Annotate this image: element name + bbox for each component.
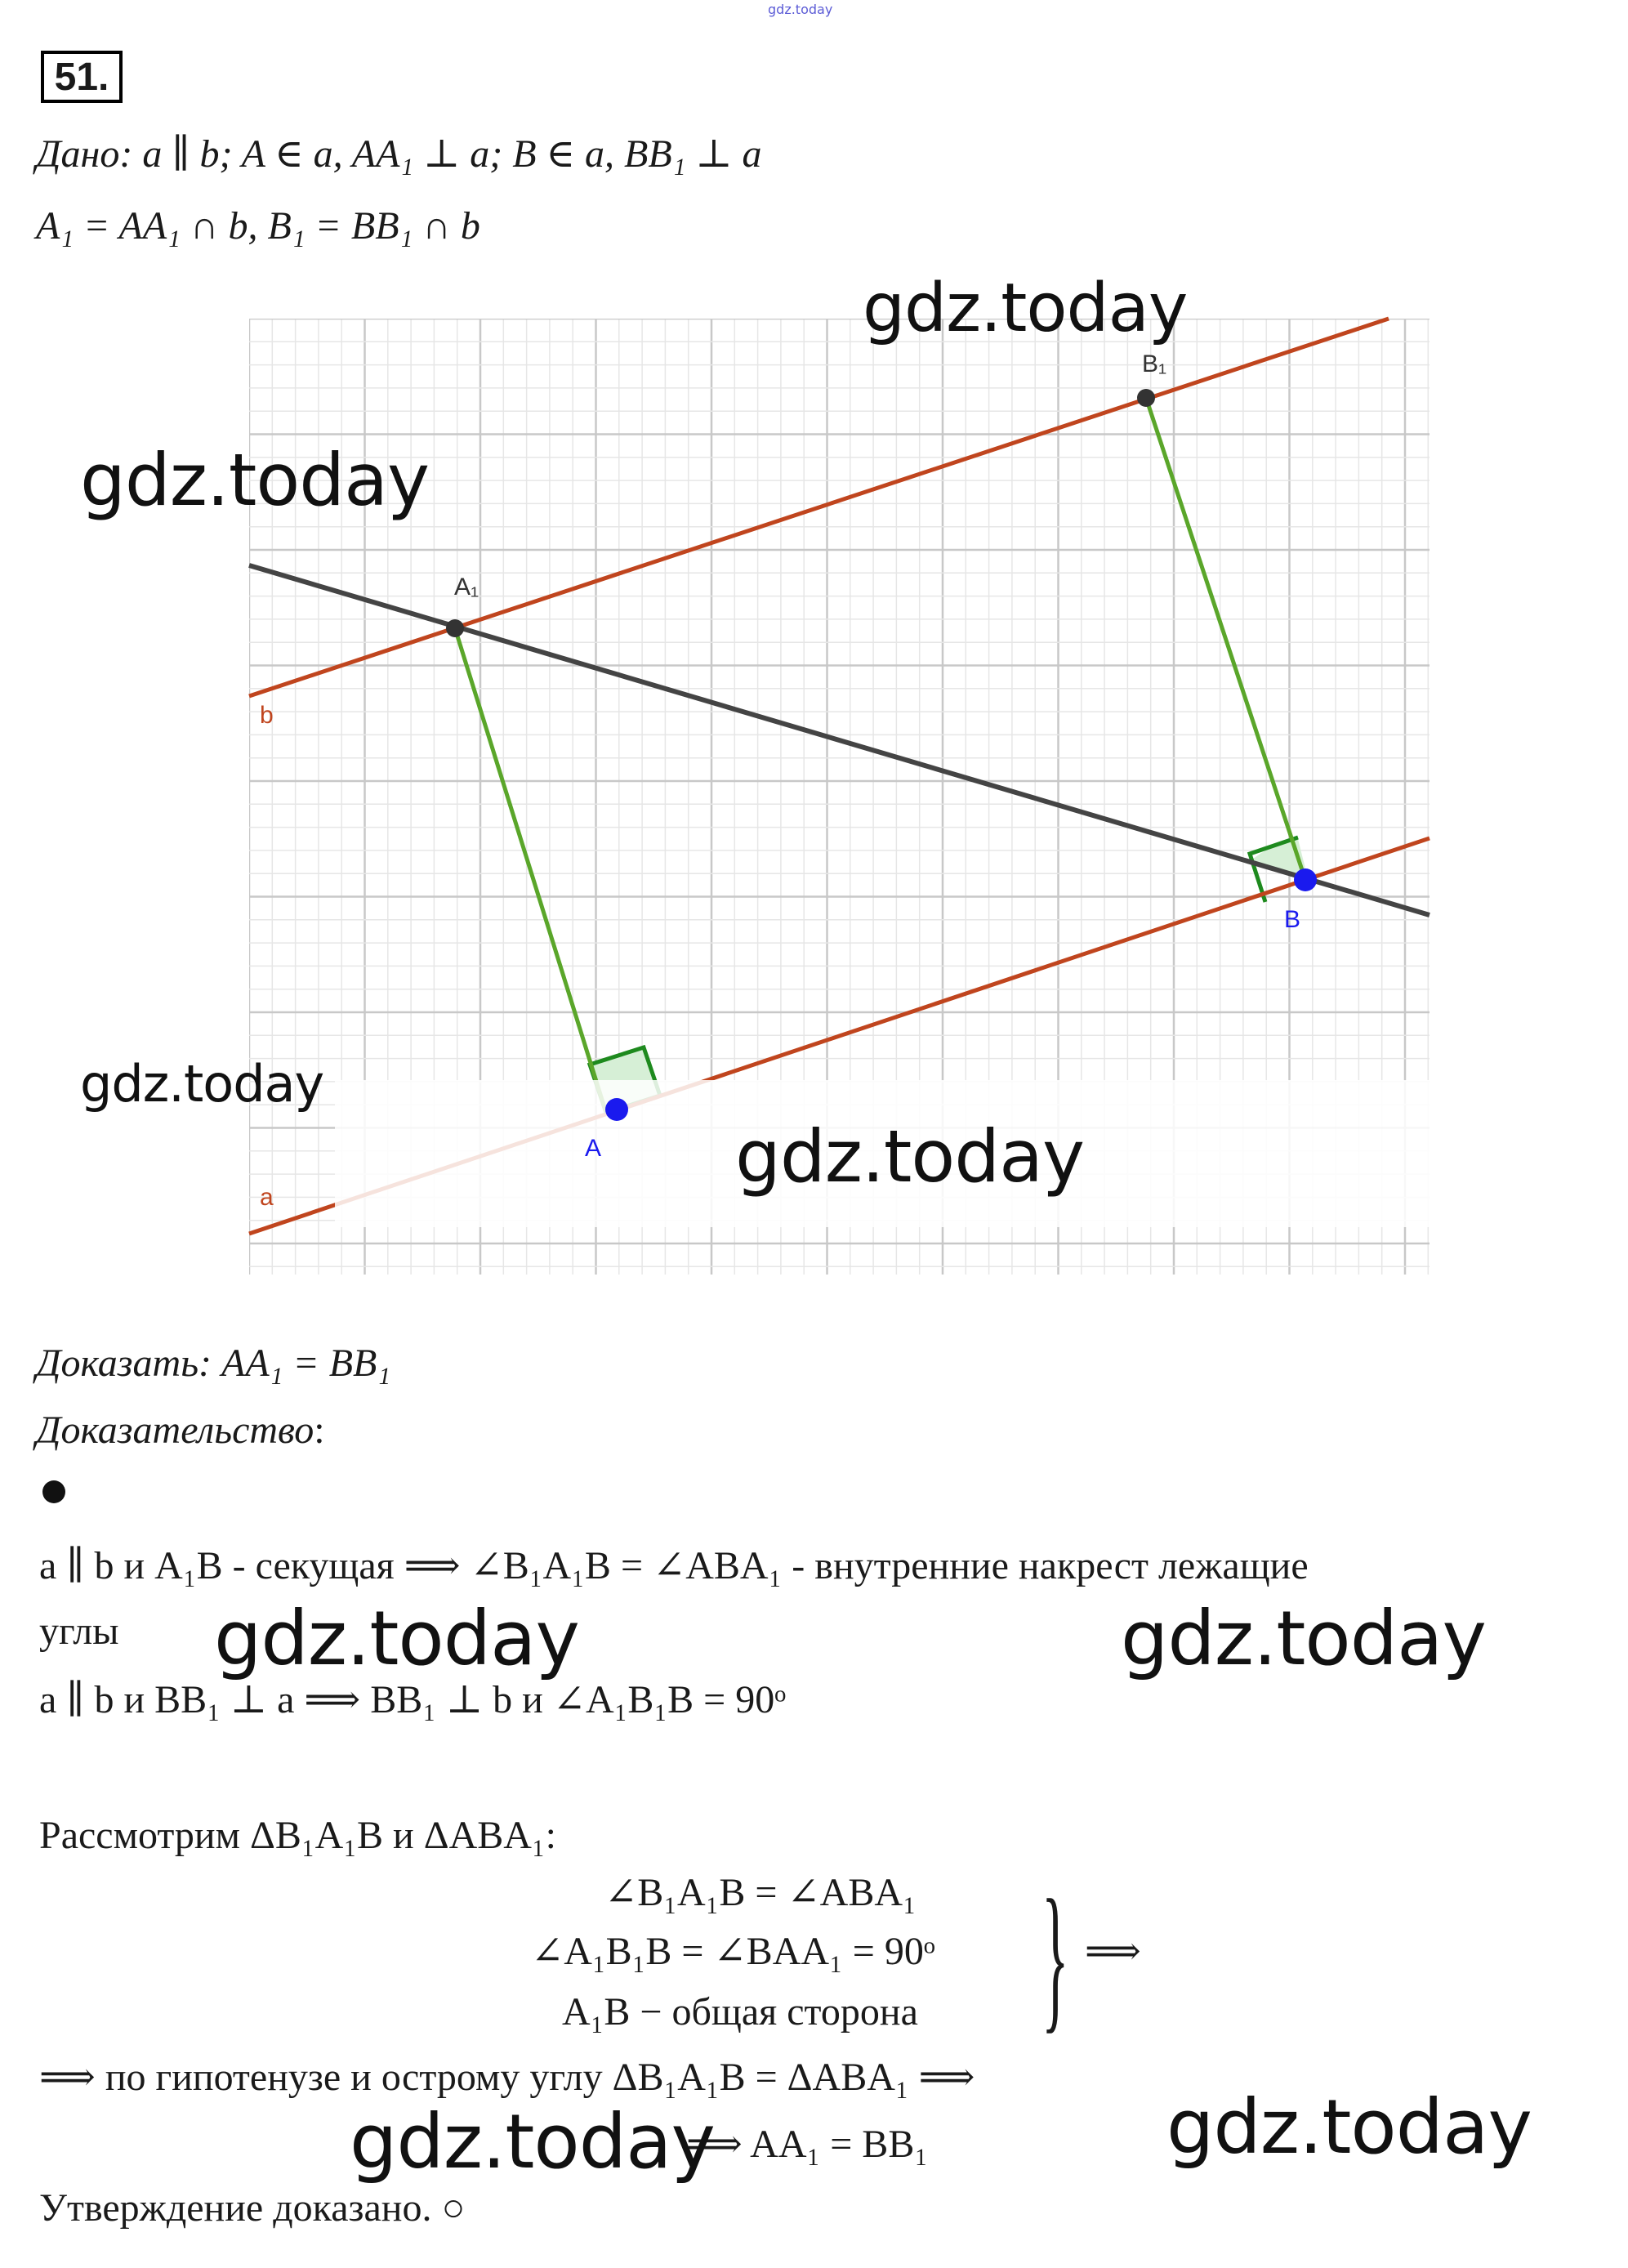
final-statement: Утверждение доказано. ○ bbox=[39, 2186, 466, 2230]
system-brace: } bbox=[1041, 1867, 1069, 2047]
point-b1 bbox=[1137, 389, 1155, 407]
segment-aa1 bbox=[455, 628, 606, 1113]
label-line-b: b bbox=[260, 702, 274, 729]
given-conditions: : a ∥ b; A ∈ a, AA₁ ⊥ a; B ∈ a, BB₁ ⊥ a bbox=[119, 132, 762, 176]
proof-label: Доказательство bbox=[36, 1409, 314, 1452]
watermark-6: gdz.today bbox=[1121, 1595, 1486, 1682]
proof-step-1-cont: углы bbox=[39, 1609, 119, 1653]
point-b bbox=[1294, 868, 1317, 891]
prove-label: Доказать bbox=[36, 1342, 199, 1385]
proof-heading bbox=[36, 1407, 325, 1454]
watermark-7: gdz.today bbox=[350, 2098, 715, 2185]
label-a: A bbox=[585, 1135, 602, 1162]
system-implies: ⟹ bbox=[1085, 1930, 1141, 1973]
conclusion-line-1: ⟹ по гипотенузе и острому углу ΔB₁A₁B = ΔABA₁ ⟹ bbox=[39, 2056, 975, 2099]
watermark-5: gdz.today bbox=[214, 1595, 579, 1682]
given-label: Дано bbox=[36, 132, 120, 176]
conclusion-line-2: ⟹ AA₁ = BB₁ bbox=[686, 2123, 929, 2166]
watermark-1: gdz.today bbox=[863, 270, 1188, 347]
prove-line bbox=[36, 1340, 390, 1387]
proof-step-1: a ∥ b и A₁B - секущая ⟹ ∠B₁A₁B = ∠ABA₁ - внутренние накрест лежащие bbox=[39, 1544, 1309, 1587]
watermark-8: gdz.today bbox=[1166, 2083, 1532, 2171]
prove-statement: : AA₁ = BB₁ bbox=[198, 1342, 391, 1385]
label-a1: A₁ bbox=[454, 574, 479, 600]
point-a bbox=[605, 1098, 628, 1121]
label-line-a: a bbox=[260, 1184, 274, 1211]
system-line-3: A₁B − общая сторона bbox=[562, 1990, 918, 2034]
watermark-2: gdz.today bbox=[80, 438, 430, 522]
watermark-4: gdz.today bbox=[735, 1114, 1085, 1199]
header-watermark: gdz.today bbox=[768, 2, 833, 17]
bullet bbox=[42, 1480, 65, 1503]
label-b: B bbox=[1284, 906, 1301, 933]
watermark-3: gdz.today bbox=[80, 1054, 324, 1114]
point-a1 bbox=[446, 619, 464, 637]
segment-bb1 bbox=[1146, 398, 1305, 880]
system-line-2: ∠A₁B₁B = ∠BAA₁ = 90ᵒ bbox=[531, 1930, 935, 1973]
given-line-2: A₁ = AA₁ ∩ b, B₁ = BB₁ ∩ b bbox=[36, 204, 480, 248]
consider-line: Рассмотрим ΔB₁A₁B и ΔABA₁: bbox=[39, 1814, 556, 1857]
system-line-1: ∠B₁A₁B = ∠ABA₁ bbox=[604, 1871, 917, 1914]
proof-step-2: a ∥ b и BB₁ ⊥ a ⟹ BB₁ ⊥ b и ∠A₁B₁B = 90ᵒ bbox=[39, 1678, 787, 1721]
problem-number: 51. bbox=[41, 51, 123, 103]
label-b1: B₁ bbox=[1142, 350, 1167, 377]
transversal-a1b bbox=[249, 565, 1430, 915]
proof-colon: : bbox=[314, 1409, 325, 1452]
